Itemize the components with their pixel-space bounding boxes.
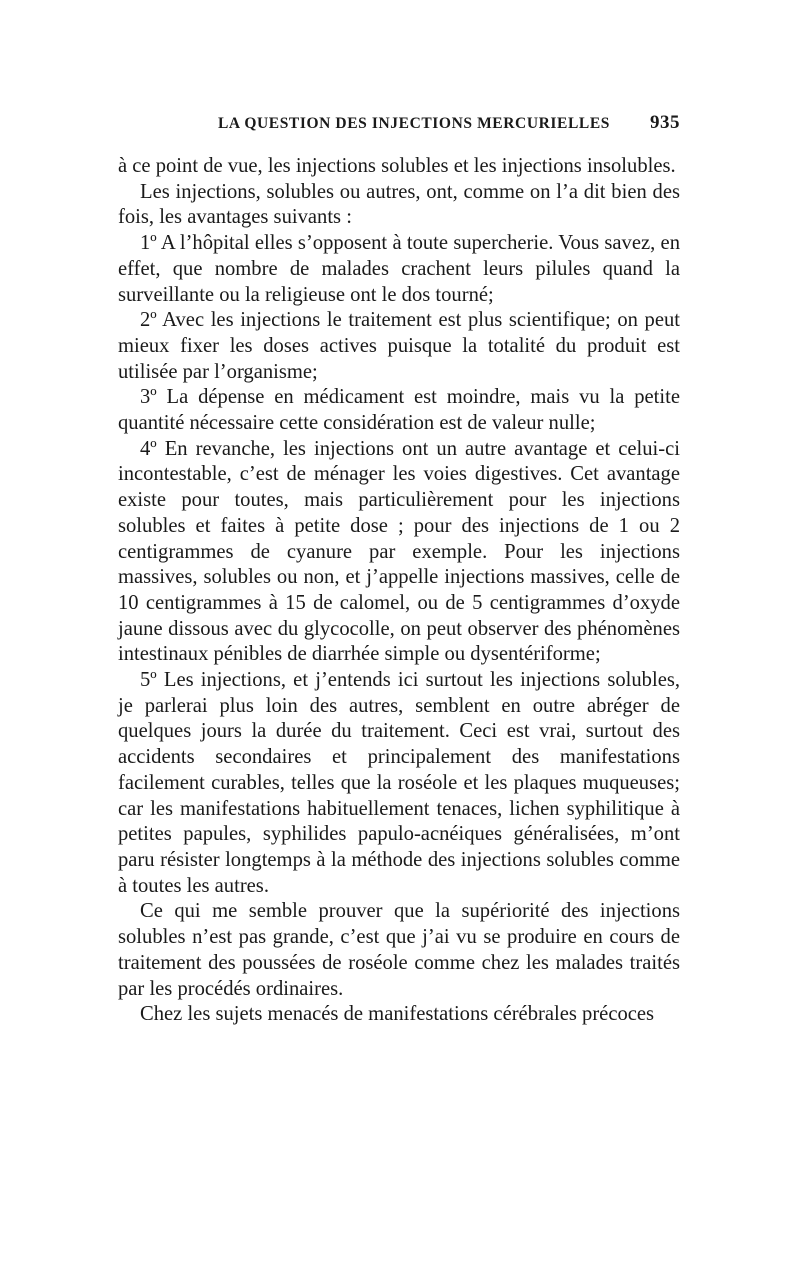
body-text	[118, 154, 680, 1028]
running-header	[118, 112, 680, 142]
page-number: 935	[650, 112, 680, 133]
paragraph-advantage-4: 4º En revanche, les injections ont un autre avantage et celui-ci incontestable, c’est de ménager les voies digestives. Cet avantage existe pour toutes, mais particulièrement pour les injections solubles et faites à petite dose ; pour des injections de 1 ou 2 centigrammes de cyanure par exemple. Pour les injections massives, solubles ou non, et j’appelle injections massives, celle de 10 centigrammes à 15 de calomel, ou de 5 centigrammes d’oxyde jaune dissous avec du glycocolle, on peut observer des phénomènes intestinaux pénibles de diarrhée simple ou dysentériforme;	[118, 437, 680, 666]
paragraph-continuation: à ce point de vue, les injections solubles et les injections insolubles.	[118, 155, 676, 177]
running-title: LA QUESTION DES INJECTIONS MERCURIELLES	[217, 115, 611, 132]
paragraph-advantage-2: 2º Avec les injections le traitement est plus scientifique; on peut mieux fixer les doses actives puisque la totalité du produit est utilisée par l’organisme;	[118, 309, 680, 383]
paragraph-advantage-1: 1º A l’hôpital elles s’opposent à toute supercherie. Vous savez, en effet, que nombre de malades crachent leurs pilules quand la surveillante ou la religieuse ont le dos tourné;	[118, 232, 680, 306]
paragraph-superiority: Ce qui me semble prouver que la supériorité des injections solubles n’est pas grande, c’est que j’ai vu se produire en cours de traitement des poussées de roséole comme chez les malades traités par les procédés ordinaires.	[118, 900, 680, 1000]
paragraph-cerebral: Chez les sujets menacés de manifestations cérébrales précoces	[140, 1003, 655, 1026]
paragraph-advantages-intro: Les injections, solubles ou autres, ont, comme on l’a dit bien des fois, les avantages suivants :	[118, 180, 680, 229]
paragraph-advantage-5: 5º Les injections, et j’entends ici surtout les injections solubles, je parlerai plus loin des autres, semblent en outre abréger de quelques jours la durée du traitement. Ceci est vrai, surtout des accidents secondaires et principalement des manifestations facilement curables, telles que la roséole et les plaques muqueuses; car les manifestations habituellement tenaces, lichen syphilitique à petites papules, syphilides papulo-acnéiques généralisées, m’ont paru résister longtemps à la méthode des injections solubles comme à toutes les autres.	[118, 669, 680, 897]
document-page	[118, 112, 680, 1028]
paragraph-advantage-3: 3º La dépense en médicament est moindre, mais vu la petite quantité nécessaire cette considération est de valeur nulle;	[118, 386, 680, 435]
